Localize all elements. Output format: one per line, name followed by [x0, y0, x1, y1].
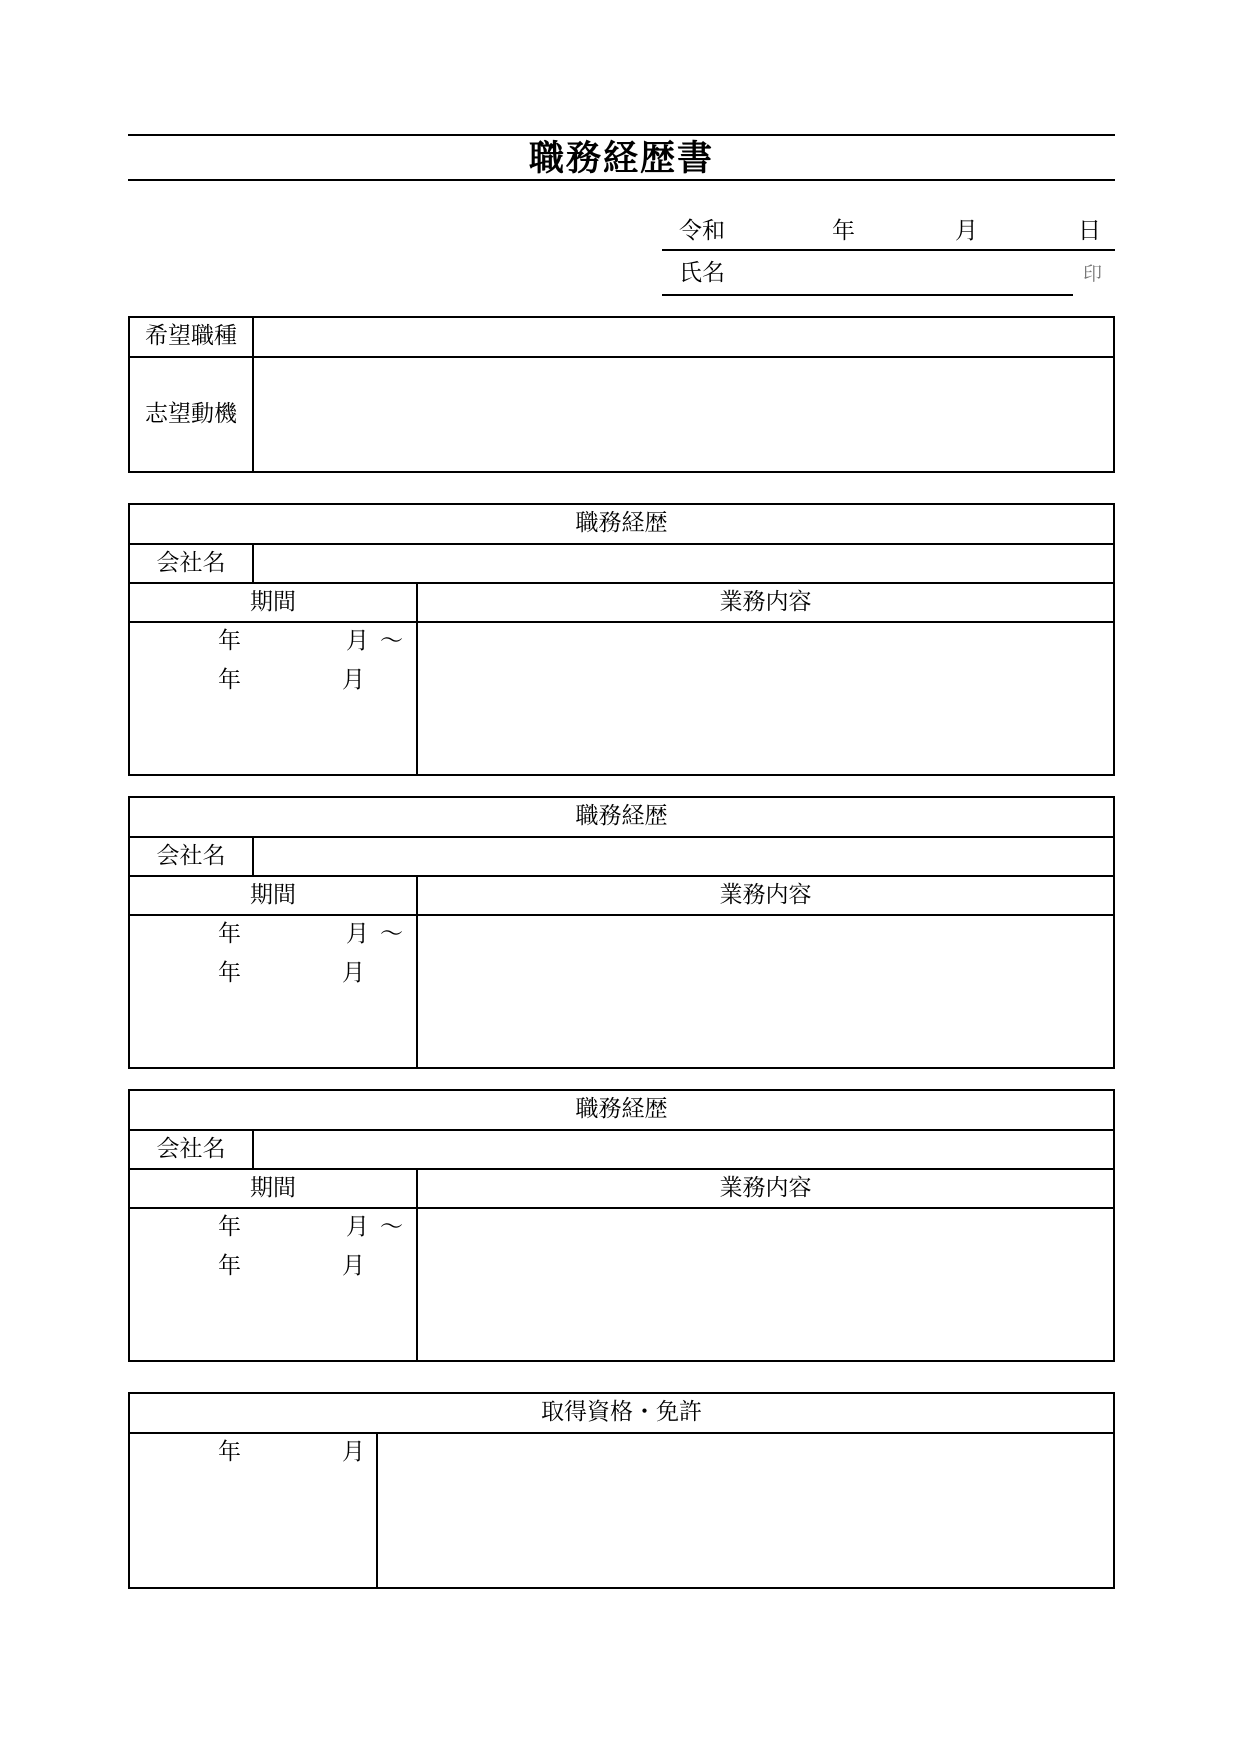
qualifications-title: 取得資格・免許: [541, 1399, 702, 1425]
end-month-label: 月: [342, 667, 365, 693]
desired-job-label: 希望職種: [145, 323, 237, 349]
qualification-date-field[interactable]: [130, 1434, 376, 1587]
qualification-month-label: 月: [342, 1439, 365, 1465]
day-label: 日: [1078, 218, 1101, 244]
page-title: 職務経歴書: [528, 139, 714, 179]
period-field[interactable]: [130, 623, 416, 774]
qualification-content-field[interactable]: [378, 1434, 1113, 1587]
desired-job-field[interactable]: [254, 318, 1113, 356]
start-month-label: 月: [346, 628, 369, 654]
date-rule: [662, 249, 1115, 251]
period-label: 期間: [250, 1175, 296, 1201]
year-label: 年: [832, 218, 855, 244]
period-field[interactable]: [130, 916, 416, 1067]
motive-field[interactable]: [254, 358, 1113, 471]
career-section-title: 職務経歴: [575, 510, 668, 536]
company-field[interactable]: [254, 545, 1113, 582]
period-tilde: 〜: [380, 628, 403, 654]
career-section: [128, 1089, 1115, 1362]
period-tilde: 〜: [380, 921, 403, 947]
content-label: 業務内容: [719, 1175, 812, 1201]
career-section-title: 職務経歴: [575, 1096, 668, 1122]
name-rule: [662, 294, 1073, 296]
career-section-title: 職務経歴: [575, 803, 668, 829]
company-label: 会社名: [156, 550, 226, 576]
end-year-label: 年: [218, 960, 241, 986]
month-label: 月: [955, 218, 978, 244]
end-year-label: 年: [218, 667, 241, 693]
end-month-label: 月: [342, 1253, 365, 1279]
motive-label: 志望動機: [145, 401, 237, 427]
period-label: 期間: [250, 589, 296, 615]
name-label: 氏名: [679, 260, 725, 286]
company-label: 会社名: [156, 843, 226, 869]
end-month-label: 月: [342, 960, 365, 986]
company-field[interactable]: [254, 838, 1113, 875]
period-field[interactable]: [130, 1209, 416, 1360]
company-field[interactable]: [254, 1131, 1113, 1168]
start-month-label: 月: [346, 1214, 369, 1240]
company-label: 会社名: [156, 1136, 226, 1162]
era-label: 令和: [679, 218, 725, 244]
seal-mark: 印: [1083, 263, 1103, 285]
qualification-year-label: 年: [218, 1439, 241, 1465]
period-label: 期間: [250, 882, 296, 908]
career-section: [128, 796, 1115, 1069]
start-month-label: 月: [346, 921, 369, 947]
start-year-label: 年: [218, 1214, 241, 1240]
desired-section: [128, 316, 1115, 473]
content-field[interactable]: [418, 623, 1113, 774]
period-tilde: 〜: [380, 1214, 403, 1240]
content-label: 業務内容: [719, 589, 812, 615]
content-field[interactable]: [418, 1209, 1113, 1360]
start-year-label: 年: [218, 628, 241, 654]
career-section: [128, 503, 1115, 776]
content-field[interactable]: [418, 916, 1113, 1067]
title-bottom-rule: [128, 179, 1115, 181]
end-year-label: 年: [218, 1253, 241, 1279]
start-year-label: 年: [218, 921, 241, 947]
content-label: 業務内容: [719, 882, 812, 908]
qualifications-section: [128, 1392, 1115, 1589]
